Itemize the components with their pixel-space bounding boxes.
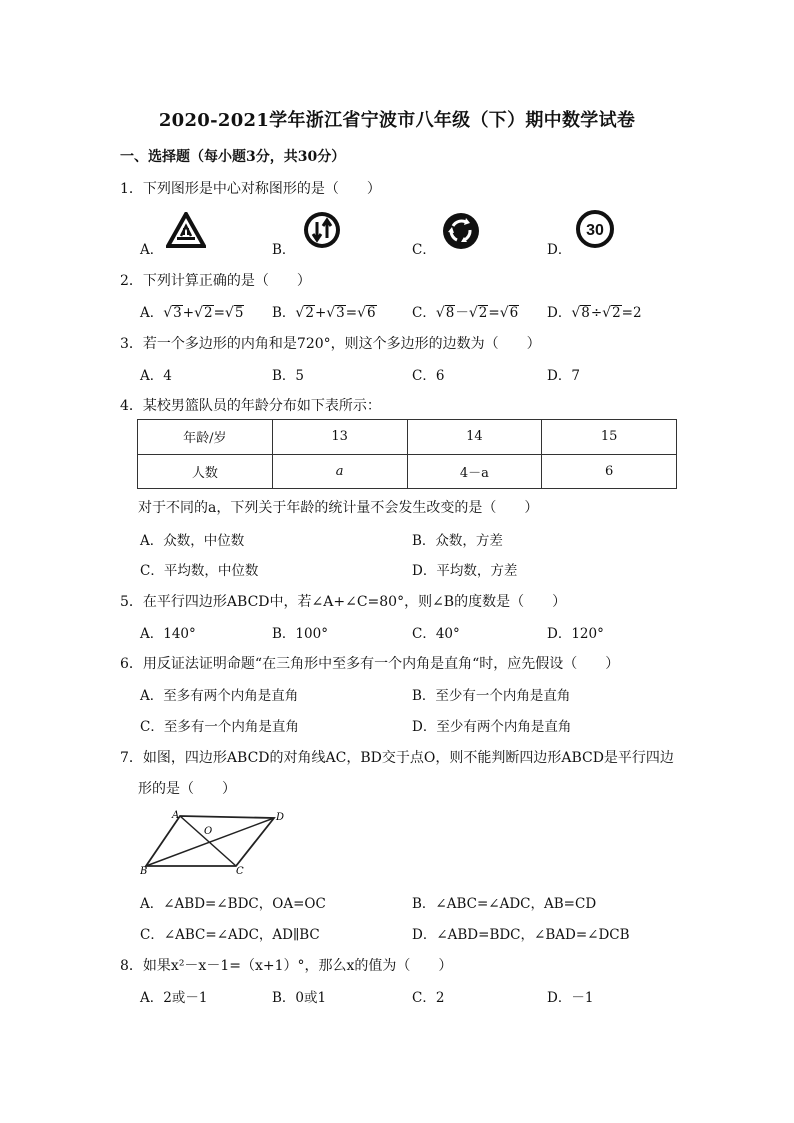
- table-cell: 4－a: [407, 454, 542, 489]
- question-number: 8．: [120, 958, 143, 974]
- q7-option-b: B．∠ABC=∠ADC，AB=CD: [412, 896, 597, 912]
- q6-option-a: A．至多有两个内角是直角: [140, 688, 299, 704]
- question-4: [120, 395, 381, 415]
- q8-option-d: D．－1: [547, 990, 594, 1006]
- q2-option-d: D．√8÷√2=2: [547, 305, 642, 321]
- q4-follow-text: 对于不同的a，下列关于年龄的统计量不会发生改变的是（ ）: [138, 500, 539, 516]
- q3-option-b: B．5: [272, 368, 305, 384]
- question-number: 6．: [120, 656, 143, 672]
- q4-option-a: A．众数，中位数: [140, 533, 245, 549]
- question-text: 下列计算正确的是（ ）: [142, 273, 311, 289]
- question-number: 4．: [120, 398, 143, 414]
- label-d: D: [276, 812, 285, 823]
- speed-limit-30-icon: [576, 210, 614, 252]
- roundabout-icon: [442, 212, 480, 254]
- question-1: [120, 178, 381, 198]
- table-cell: a: [272, 454, 407, 489]
- table-cell: 14: [407, 420, 542, 455]
- question-number: 5．: [120, 594, 143, 610]
- age-table: [137, 419, 677, 489]
- question-8: [120, 955, 452, 975]
- label-a: A: [172, 810, 180, 821]
- q5-option-b: B．100°: [272, 626, 328, 642]
- q6-option-c: C．至多有一个内角是直角: [140, 719, 299, 735]
- question-text: 某校男篮队员的年龄分布如下表所示：: [142, 398, 381, 414]
- q6-option-b: B．至少有一个内角是直角: [412, 688, 571, 704]
- question-7: [120, 747, 674, 767]
- q4-option-c: C．平均数，中位数: [140, 563, 259, 579]
- table-row: [138, 454, 677, 489]
- question-text: 如图，四边形ABCD的对角线AC，BD交于点O，则不能判断四边形ABCD是平行四边: [142, 750, 674, 766]
- q1-option-b: B．: [272, 242, 296, 258]
- question-3: [120, 333, 541, 353]
- q3-option-d: D．7: [547, 368, 580, 384]
- q8-option-a: A．2或－1: [140, 990, 208, 1006]
- q7-option-c: C．∠ABC=∠ADC，AD∥BC: [140, 927, 320, 943]
- q1-option-c: C．: [412, 242, 436, 258]
- question-6: [120, 653, 619, 673]
- question-text: 如果x²－x－1=（x+1）°，那么x的值为（ ）: [142, 958, 453, 974]
- q3-option-a: A．4: [140, 368, 172, 384]
- label-o: O: [204, 826, 213, 837]
- q8-option-b: B．0或1: [272, 990, 327, 1006]
- q2-option-b: B．√2+√3=√6: [272, 305, 376, 321]
- q7-option-d: D．∠ABD=BDC，∠BAD=∠DCB: [412, 927, 630, 943]
- q8-option-c: C．2: [412, 990, 445, 1006]
- table-row: [138, 420, 677, 455]
- label-b: B: [140, 866, 148, 876]
- q3-option-c: C．6: [412, 368, 445, 384]
- table-cell: 13: [272, 420, 407, 455]
- q1-option-d: D．: [547, 242, 572, 258]
- svg-text:30: 30: [586, 222, 604, 239]
- question-7-continued: 形的是（ ）: [138, 781, 236, 797]
- two-way-arrows-icon: [302, 210, 342, 254]
- q2-option-c: C．√8－√2=√6: [412, 305, 519, 321]
- parallelogram-figure: [140, 808, 290, 880]
- page-title: 2020-2021学年浙江省宁波市八年级（下）期中数学试卷: [158, 110, 636, 131]
- q6-option-d: D．至少有两个内角是直角: [412, 719, 572, 735]
- q5-option-c: C．40°: [412, 626, 460, 642]
- q2-option-a: A．√3+√2=√5: [140, 305, 244, 321]
- section-heading: 一、选择题（每小题3分，共30分）: [120, 149, 346, 165]
- q5-option-d: D．120°: [547, 626, 604, 642]
- question-number: 3．: [120, 336, 143, 352]
- q1-option-a: A．: [140, 242, 164, 258]
- question-text: 在平行四边形ABCD中，若∠A+∠C=80°，则∠B的度数是（ ）: [142, 594, 567, 610]
- question-2: [120, 270, 311, 290]
- table-cell: 15: [542, 420, 677, 455]
- question-text: 下列图形是中心对称图形的是（ ）: [142, 181, 381, 197]
- table-cell: 年龄/岁: [138, 420, 273, 455]
- question-text: 用反证法证明命题“在三角形中至多有一个内角是直角“时，应先假设（ ）: [142, 656, 620, 672]
- table-cell: 6: [542, 454, 677, 489]
- q4-option-b: B．众数，方差: [412, 533, 503, 549]
- question-number: 7．: [120, 750, 143, 766]
- question-5: [120, 591, 566, 611]
- question-number: 1．: [120, 181, 143, 197]
- label-c: C: [236, 866, 244, 876]
- question-text: 若一个多边形的内角和是720°，则这个多边形的边数为（ ）: [142, 336, 541, 352]
- table-cell: 人数: [138, 454, 273, 489]
- warning-triangle-icon: [166, 212, 206, 252]
- q5-option-a: A．140°: [140, 626, 196, 642]
- question-number: 2．: [120, 273, 143, 289]
- q7-option-a: A．∠ABD=∠BDC，OA=OC: [140, 896, 326, 912]
- q4-option-d: D．平均数，方差: [412, 563, 518, 579]
